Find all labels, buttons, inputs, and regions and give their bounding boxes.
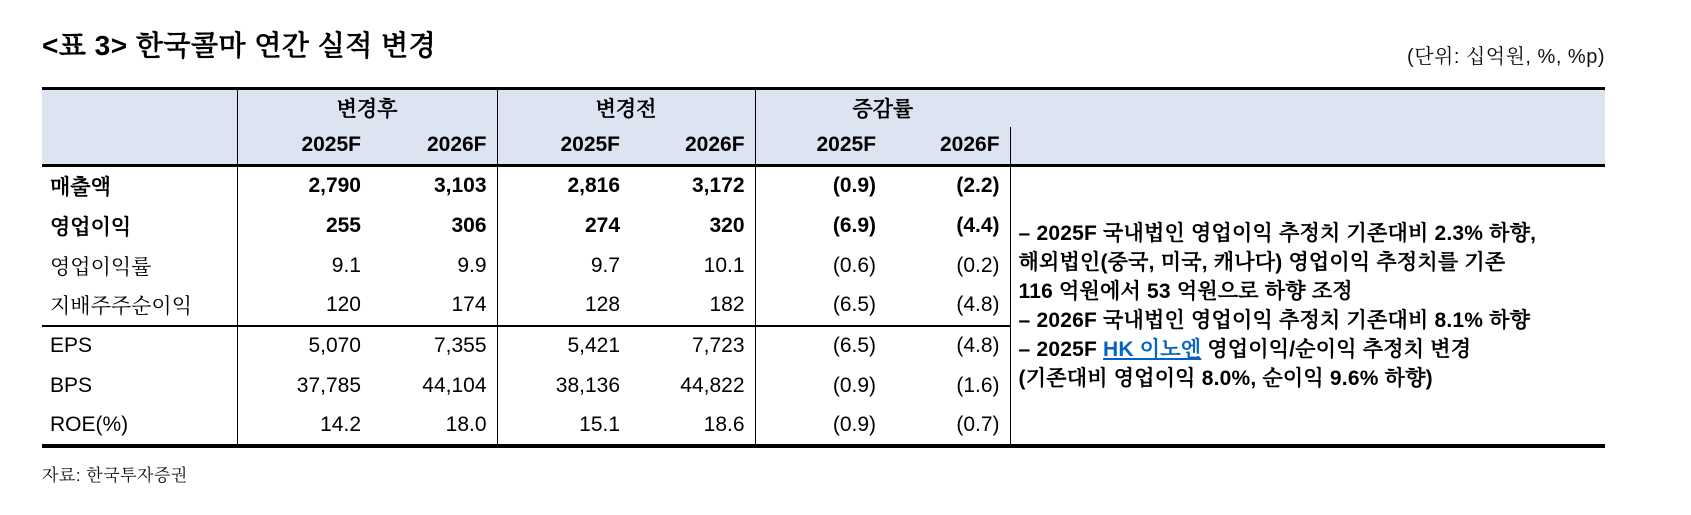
value-cell: 7,723 <box>626 326 755 366</box>
value-cell: 9.9 <box>367 246 497 286</box>
value-cell: (6.5) <box>832 293 877 316</box>
value-cell: 14.2 <box>320 412 361 436</box>
value-cell: 3,172 <box>626 166 755 206</box>
table-row <box>42 166 1605 206</box>
value-cell: 320 <box>626 206 755 246</box>
value-cell: (6.5) <box>755 326 882 366</box>
column-group-header: 증감률 <box>755 89 1010 127</box>
value-cell: (0.2) <box>882 246 1010 286</box>
note-text: 116 억원에서 53 억원으로 하향 조정 <box>1018 280 1353 303</box>
value-cell: (2.2) <box>882 166 1010 206</box>
value-cell: 10.1 <box>626 246 755 286</box>
note-line <box>1019 335 1602 364</box>
value-cell: 182 <box>626 286 755 326</box>
value-cell: (0.7) <box>882 406 1010 446</box>
note-text: 영업이익/순이익 추정치 변경 <box>1201 338 1472 361</box>
note-line <box>1019 219 1602 248</box>
value-cell: (6.9) <box>832 213 877 237</box>
value-cell: 2,816 <box>567 174 621 198</box>
table-body <box>42 166 1605 446</box>
row-label: 지배주주순이익 <box>42 286 237 326</box>
value-cell: 9.1 <box>331 253 361 277</box>
value-cell: 3,103 <box>367 166 497 206</box>
value-cell: 44,104 <box>367 366 497 406</box>
value-cell: 7,355 <box>367 326 497 366</box>
page-title: <표 3> 한국콜마 연간 실적 변경 <box>42 30 437 61</box>
column-group-header: 변경후 <box>237 89 497 127</box>
value-cell: 274 <box>584 213 621 237</box>
note-text: – 2025F 국내법인 영업이익 추정치 기존대비 2.3% 하향, <box>1018 222 1537 245</box>
row-label: EPS <box>42 326 237 366</box>
year-column-header: 2025F <box>237 127 367 166</box>
value-cell: (0.9) <box>832 174 877 198</box>
value-cell: 15.1 <box>579 412 621 436</box>
note-text: – 2025F <box>1018 338 1104 361</box>
value-cell: (0.9) <box>832 373 877 397</box>
note-line <box>1019 306 1602 335</box>
hk-inoen-link[interactable]: HK 이노엔 <box>1103 338 1202 361</box>
value-cell: 2,790 <box>308 174 361 198</box>
value-cell: 44,822 <box>626 366 755 406</box>
value-cell: 5,421 <box>497 326 626 366</box>
performance-change-table <box>42 87 1605 448</box>
unit-note: (단위: 십억원, %, %p) <box>1407 46 1605 68</box>
row-label: 영업이익 <box>42 206 237 246</box>
row-label: 매출액 <box>42 166 237 206</box>
value-cell: (4.8) <box>882 326 1010 366</box>
value-cell: 37,785 <box>296 373 361 397</box>
table-corner-cell <box>42 89 237 166</box>
year-column-header: 2025F <box>497 127 626 166</box>
value-cell: 255 <box>325 213 361 237</box>
column-group-header: 변경전 <box>497 89 755 127</box>
value-cell: 174 <box>367 286 497 326</box>
note-line <box>1019 364 1602 393</box>
value-cell: (4.8) <box>882 286 1010 326</box>
value-cell: (0.6) <box>832 253 877 277</box>
note-text: (기존대비 영업이익 8.0%, 순이익 9.6% 하향) <box>1018 367 1433 390</box>
note-line <box>1019 277 1602 306</box>
value-cell: 38,136 <box>555 373 621 397</box>
notes-header-cell <box>1010 89 1605 166</box>
note-text: – 2026F 국내법인 영업이익 추정치 기존대비 8.1% 하향 <box>1018 309 1531 332</box>
year-column-header: 2026F <box>626 127 755 166</box>
note-text: 해외법인(중국, 미국, 캐나다) 영업이익 추정치를 기존 <box>1018 251 1506 274</box>
value-cell: 18.6 <box>626 406 755 446</box>
year-column-header: 2025F <box>755 127 882 166</box>
row-label: ROE(%) <box>42 406 237 446</box>
value-cell: (1.6) <box>882 366 1010 406</box>
value-cell: 120 <box>325 293 361 316</box>
note-line <box>1019 248 1602 277</box>
row-label: 영업이익률 <box>42 246 237 286</box>
value-cell: 9.7 <box>590 253 621 277</box>
value-cell: 18.0 <box>367 406 497 446</box>
value-cell: 5,070 <box>237 326 367 366</box>
table-header <box>42 89 1605 166</box>
year-column-header: 2026F <box>367 127 497 166</box>
value-cell: (0.9) <box>832 412 877 436</box>
row-label: BPS <box>42 366 237 406</box>
analyst-notes <box>1010 166 1605 446</box>
year-column-header: 2026F <box>882 127 1010 166</box>
value-cell: (4.4) <box>882 206 1010 246</box>
value-cell: 306 <box>367 206 497 246</box>
value-cell: 128 <box>584 293 621 316</box>
source-note: 자료: 한국투자증권 <box>42 466 188 485</box>
